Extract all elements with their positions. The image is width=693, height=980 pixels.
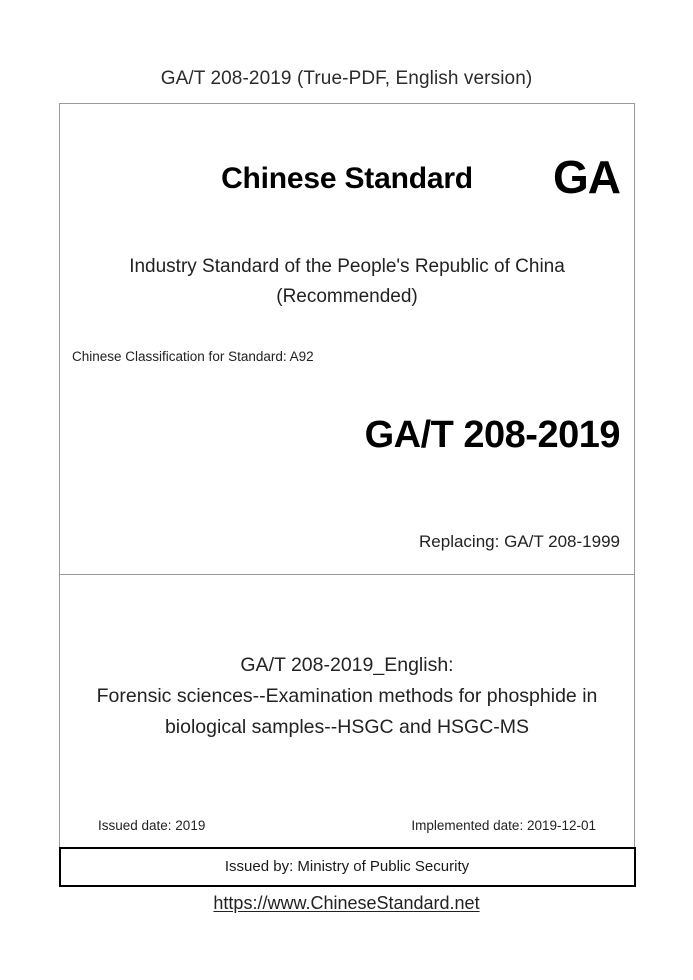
english-title-line-3: biological samples--HSGC and HSGC-MS <box>164 716 530 738</box>
issuer-text: Issued by: Ministry of Public Security <box>224 858 470 875</box>
cover-frame <box>59 103 635 886</box>
subtitle-block <box>84 252 610 312</box>
page-title: Chinese Standard <box>221 162 473 195</box>
cover-upper-section <box>60 104 634 575</box>
issuer-bar <box>59 847 636 887</box>
english-title-block <box>80 650 614 743</box>
classification-text: Chinese Classification for Standard: A92 <box>72 349 314 364</box>
subtitle-line-1: Industry Standard of the People's Republic of China <box>129 256 565 277</box>
source-website-link[interactable]: https://www.ChineseStandard.net <box>213 893 480 913</box>
replacing-standard-text: Replacing: GA/T 208-1999 <box>419 532 620 551</box>
document-header-caption: GA/T 208-2019 (True-PDF, English version) <box>160 68 533 89</box>
english-title-line-1: GA/T 208-2019_English: <box>240 654 454 676</box>
subtitle-line-2: (Recommended) <box>276 286 418 307</box>
title-row <box>60 151 634 216</box>
english-title-line-2: Forensic sciences--Examination methods for phosphide in <box>96 685 598 707</box>
implemented-date: Implemented date: 2019-12-01 <box>411 818 596 833</box>
dates-row <box>98 818 596 833</box>
agency-mark-ga: GA <box>553 151 620 203</box>
standard-code: GA/T 208-2019 <box>364 414 620 456</box>
issued-date: Issued date: 2019 <box>98 818 206 833</box>
cover-lower-section <box>60 575 634 885</box>
